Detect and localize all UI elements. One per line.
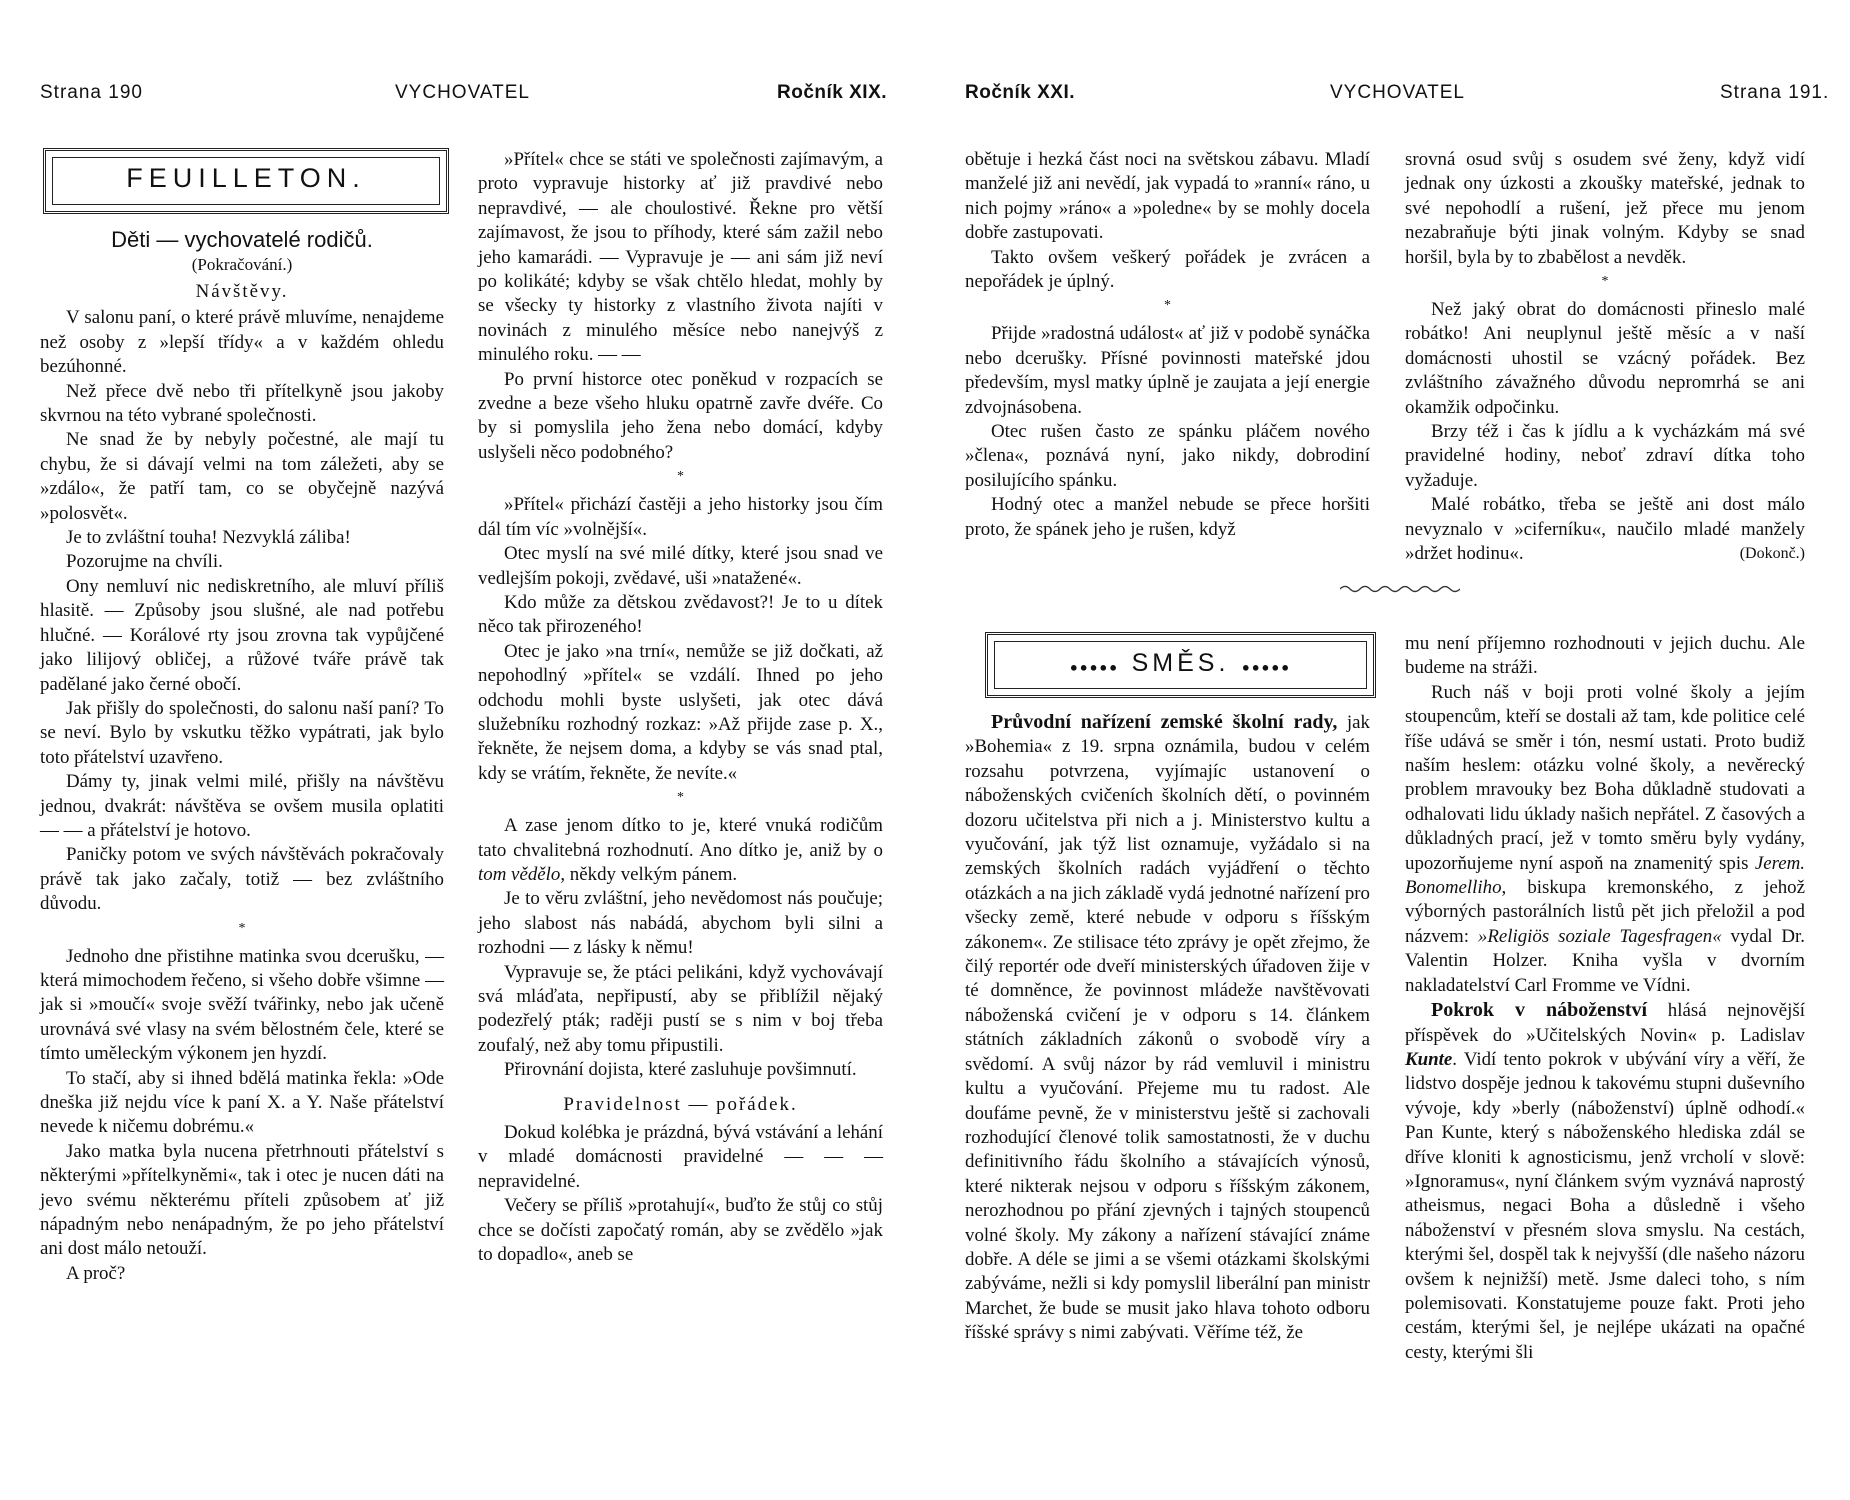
- paragraph: Pozorujme na chvíli.: [66, 551, 223, 573]
- paragraph: srovná osud svůj s osudem své ženy, když vidí jednak ony úzkosti a zkoušky mateřské, jednak to své nepohodlí a rušení, jež přece mu jenom nezabraňuje býti jinak volným. Kdyby se snad horšil, byla by to zbabělost a nevděk.: [1405, 149, 1805, 268]
- news-paragraph: Průvodní nařízení zemské školní rady, jak »Bohemia« z 19. srpna oznámila, budou v celém rozsahu potvrzena, vyjímajíc ustanovení o náboženských cvičeních školních dětí, o povinném dozoru učitelstva při nich a j. Ministerstvo kultu a vyučování, jak týž list oznamuje, vyžádalo si na zemských školních radách vyjádření o těchto otázkách a na jich základě vydá jednotné nařízení pro všecky země, které nebude v odporu s říšským zákonem«. Ze stilisace této zprávy je opět zřejmo, že čilý reportér ode dveří ministerských úřadoven žije v té domněnce, že povinnost mládeže navštěvovati náboženská cvičení je v odporu s 14. článkem státních základních zákonů o svobodě víry a svědomí. A svůj názor by rád vemluvil i ministru kultu a vyučování. Přejeme mu tu radost. Ale doufáme pevně, že v ministerstvu ještě si zachovali rozhodující členové tolik samostatnosti, že v duchu definitivního řádu školního a stávajících výnosů, které nikterak nejsou v odporu s říšským zákonem, nerozhodnou po přání zjevných i tajných stoupenců volné školy. My zákony a nařízení stávající známe dobře. A déle se jimi a se všemi otázkami školskými zabýváme, nežli si kdy pomyslil liberální pan ministr Marchet, že bude se musit jako hlava tohoto odboru říšské správy s nimi zabývati. Věříme též, že: [965, 711, 1370, 1344]
- smes-column-right: [1405, 632, 1805, 1365]
- paragraph: Hodný otec a manžel nebude se přece horšiti proto, že spánek jeho je rušen, když: [965, 494, 1370, 540]
- column-3: [965, 148, 1370, 542]
- wavy-separator: [1340, 582, 1460, 594]
- paragraph: Otec rušen často ze spánku pláčem nového »člena«, poznává nyní, jako nikdy, dobrodiní posilujícího spánku.: [965, 421, 1370, 491]
- smes-banner: [985, 632, 1376, 698]
- right-page-number: Strana 191.: [1720, 82, 1830, 103]
- paragraph: Přijde »radostná událost« ať již v podobě synáčka nebo dcerušky. Přísné povinnosti mateřské jdou především, mysl matky úplně je zaujata a její energie zdvojnásobena.: [965, 323, 1370, 418]
- paragraph: Dámy ty, jinak velmi milé, přišly na návštěvu jednou, dvakrát: návštěva se ovšem musila oplatiti — — a přátelství je hotovo.: [40, 771, 444, 841]
- section-star: *: [1164, 298, 1171, 314]
- paragraph: Paničky potom ve svých návštěvách pokračovaly právě tak jako začaly, totiž — bez zvláštního důvodu.: [40, 844, 444, 915]
- paragraph: Ne snad že by nebyly počestné, ale mají tu chybu, že si dávají velmi na tom záležeti, aby se »zdálo«, že patří tam, co se obyčejně nazývá »polosvět«.: [40, 429, 444, 524]
- column-1: [40, 226, 444, 1286]
- paragraph: Po první historce otec poněkud v rozpacích se zvedne a beze všeho hluku opatrně zavře dvéře. Co by si pomyslila jeho žena nebo domácí, kdyby uslyšeli něco podobného?: [478, 368, 883, 463]
- paragraph: V salonu paní, o které právě mluvíme, nenajdeme než osoby z »lepší třídy« a v každém ohledu bezúhonné.: [40, 307, 444, 378]
- paragraph: Malé robátko, třeba se ještě ani dost málo nevyznalo v »ciferníku«, naučilo mladé manžely »držet hodinu«. (Dokonč.): [1405, 493, 1805, 566]
- section-star: *: [677, 790, 684, 806]
- section-heading-pravidelnost: Pravidelnost — pořádek.: [563, 1093, 798, 1115]
- paragraph: A zase jenom dítko to je, které vnuká rodičům tato chvalitebná rozhodnutí. Ano dítko je, aniž by o tom vědělo, někdy velkým pánem.: [478, 815, 883, 885]
- left-volume: Ročník XIX.: [777, 82, 888, 103]
- feuilleton-banner: [43, 148, 449, 214]
- paragraph: Je to věru zvláštní, jeho nevědomost nás poučuje; jeho slabost nás nabádá, abychom byli silni a rozhodni — z lásky k němu!: [478, 888, 883, 959]
- paragraph: Než přece dvě nebo tři přítelkyně jsou jakoby skvrnou na této vybrané společnosti.: [40, 380, 444, 427]
- paragraph: Ony nemluví nic nediskretního, ale mluví příliš hlasitě. — Způsoby jsou slušné, ale nad potřebu hlučné. — Korálové rty jsou zrovna tak vypůjčené jako lilijový obličej, a růžové tváře právě tak padělané jako černé obočí.: [40, 575, 444, 695]
- paragraph: Jako matka byla nucena přetrhnouti přátelství s některými »přítelkyněmi«, tak i otec je nucen dáti na jevo svému některému příteli způsobem ať již nápadným nebo nenápadným, že po jeho přátelství ani dost málo netouží.: [40, 1140, 444, 1260]
- feuilleton-banner-title: FEUILLETON.: [126, 163, 366, 193]
- section-star: *: [238, 920, 246, 936]
- section-star: *: [1601, 274, 1609, 290]
- paragraph: Otec myslí na své milé dítky, které jsou snad ve vedlejším pokoji, zvědavé, uši »natažené«.: [478, 543, 883, 589]
- article-subtitle: (Pokračování.): [191, 255, 293, 274]
- news-headline: Průvodní nařízení zemské školní rady,: [991, 711, 1338, 733]
- paragraph: Brzy též i čas k jídlu a k vycházkám má své pravidelné hodiny, neboť zdraví dítka toho vyžaduje.: [1405, 421, 1805, 491]
- paragraph: To stačí, aby si ihned bdělá matinka řekla: »Ode dneška již nejdu více k paní X. a Y. Naše přátelství nevede k ničemu dobrému.«: [40, 1067, 444, 1138]
- paragraph: Jak přišly do společnosti, do salonu naší paní? To se neví. Bylo by vskutku těžko vypátrati, jak bylo toto přátelství uzavřeno.: [40, 697, 444, 768]
- column-4: [1405, 148, 1805, 567]
- paragraph: Dokud kolébka je prázdná, bývá vstávání a lehání v mladé domácnosti pravidelné — — — nepravidelné.: [478, 1122, 883, 1192]
- smes-column-left: [965, 710, 1370, 1346]
- news-paragraph: Ruch náš v boji proti volné školy a jejím stoupencům, kteří se dostali až tam, kde politice celé říše udává se směr i tón, nesmí ustati. Proto budiž naším heslem: otázku volné školy, a nevěrecký problem mravouky bez Boha důkladně studovati a odhalovati lidu úklady našich nepřátel. Z časových a důkladných prací, jež v tomto směru byly vydány, upozorňujeme nyní aspoň na znamenitý spis Jerem. Bonomelliho, biskupa kremonského, z jehož výborných pastorálních listů pět jich přeložil a pod názvem: »Religiös soziale Tagesfragen« vydal Dr. Valentin Holzer. Kniha vyšla v dvorním nakladatelství Carl Fromme ve Vídni.: [1405, 681, 1805, 996]
- paragraph: Než jaký obrat do domácnosti přineslo malé robátko! Ani neuplynul ještě měsíc a v naší domácnosti uhostil se vzácný pořádek. Bez zvláštního závažného důvodu nepromrhá se ani okamžik odpočinku.: [1405, 299, 1805, 418]
- left-running-title: VYCHOVATEL: [395, 82, 530, 103]
- news-paragraph: Pokrok v náboženství hlásá nejnovější příspěvek do »Učitelských Novin« p. Ladislav Kunte. Vidí tento pokrok v ubývání víry a věří, že lidstvo dospěje jednou k takovému stupni duševního vývoje, kdy »berly (náboženství) úplně odhodí.« Pan Kunte, který s náboženského hlediska zdál se dříve kloniti k agnosticismu, jenž vrcholí v slově: »Ignoramus«, nyní článkem svým vyznává naprostý atheismus, negaci Boha a důsledně i všeho náboženství v přesném slova smyslu. Na cestách, kterými šel, dospěl tak k nejvyšší (dle našeho názoru ovšem k nejnižší) metě. Jsme daleci toho, s ním polemisovati. Konstatujeme pouze fakt. Proti jeho cestám, kterými šel, je nejlépe ukázati na opačné cesty, kterými šli: [1405, 999, 1805, 1363]
- paragraph: Je to zvláštní touha! Nezvyklá záliba!: [66, 527, 351, 549]
- news-headline: Pokrok v náboženství: [1431, 999, 1648, 1022]
- article-title: Děti — vychovatelé rodičů.: [111, 227, 373, 252]
- right-running-title: VYCHOVATEL: [1330, 82, 1465, 103]
- bullet-ornament-right: ●●●●●: [1241, 659, 1292, 675]
- news-paragraph: mu není příjemno rozhodnouti v jejich duchu. Ale budeme na stráži.: [1405, 633, 1805, 679]
- continuation-note: (Dokonč.): [1739, 545, 1805, 563]
- column-2: [478, 148, 883, 1267]
- paragraph: Jednoho dne přistihne matinka svou dcerušku, — která mimochodem řečeno, si všeho dobře všimne — jak si »moučí« svoje svěží tvářinky, nebo jak učeně urovnává své vlasy na svém bělostném čele, které se tímto uměleckým výkonem jen hyzdí.: [40, 945, 444, 1065]
- section-star: *: [677, 469, 684, 485]
- paragraph: Kdo může za dětskou zvědavost?! Je to u dítek něco tak přirozeného!: [478, 591, 883, 638]
- paragraph: Otec je jako »na trní«, nemůže se již dočkati, až nepohodlný »přítel« se vzdálí. Ihned po jeho odchodu mohli byste uslyšeti, jak otec dává služebníku rozhodný rozkaz: »Až přijde zase p. X., řekněte, že nejsem doma, a kdyby se vás snad ptal, kdy se vrátím, řekněte, že nevíte.«: [478, 640, 883, 784]
- paragraph: »Přítel« přichází častěji a jeho historky jsou čím dál tím víc »volnější«.: [478, 494, 883, 540]
- paragraph: A proč?: [66, 1262, 126, 1284]
- left-page-number: Strana 190: [40, 82, 143, 103]
- paragraph: Takto ovšem veškerý pořádek je zvrácen a nepořádek je úplný.: [965, 246, 1370, 293]
- smes-banner-title: SMĚS.: [1131, 649, 1230, 677]
- bullet-ornament-left: ●●●●●: [1069, 659, 1120, 675]
- paragraph: obětuje i hezká část noci na světskou zábavu. Mladí manželé již ani nevědí, jak vypadá to »ranní« ráno, u nich pojmy »ráno« a »poledne« by se mohly docela dobře zastupovati.: [965, 149, 1370, 244]
- right-volume: Ročník XXI.: [965, 82, 1076, 103]
- section-heading-navstevy: Návštěvy.: [195, 281, 289, 302]
- paragraph: »Přítel« chce se státi ve společnosti zajímavým, a proto vypravuje historky ať již pravdivé nebo nepravdivé, — ale choulostivé. Řekne pro větší zajímavost, že jsou to příhody, které sám zažil nebo jeho kamarádi. — Vypravuje je — ani sám již neví po kolikáté; kdyby se však chtělo hledat, mohly by se všecky ty historky z vlastního života najíti v novinách z minulého měsíce nebo nanejvýš z minulého roku. — —: [478, 149, 883, 366]
- paragraph: Vypravuje se, že ptáci pelikáni, když vychovávají svá mláďata, nepřipustí, aby se přiblížil nějaký podezřelý pták; raději pustí se s nim v boj třeba zoufalý, než aby tomu připustili.: [478, 961, 883, 1056]
- paragraph: Večery se příliš »protahují«, buďto že stůj co stůj chce se dočísti započatý román, aby se zvědělo »jak to dopadlo«, aneb se: [478, 1195, 883, 1266]
- paragraph: Přirovnání dojista, které zasluhuje povšimnutí.: [504, 1059, 857, 1081]
